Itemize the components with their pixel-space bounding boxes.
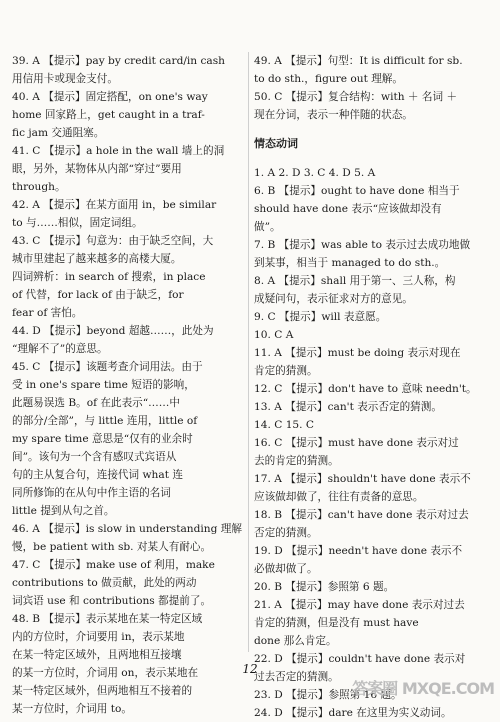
column-divider: [248, 52, 249, 652]
answer-line: 做”。: [254, 221, 281, 233]
answer-line: 同所修饰的在从句中作主语的名词: [12, 487, 171, 499]
answer-line: 四词辨析：in search of 搜索，in place: [12, 271, 206, 283]
answer-line: 40. A 【提示】固定搭配，on one's way: [12, 91, 208, 103]
answer-line: 24. D 【提示】dare 在这里为实义动词。: [254, 707, 452, 719]
answer-line: 19. D 【提示】needn't have done 表示不: [254, 545, 463, 557]
answer-line: 到某事，相当于 managed to do sth.。: [254, 257, 446, 269]
section-title: 情态动词: [254, 137, 298, 150]
answer-line: 某一特定区域外，但两地相互不接着的: [12, 685, 193, 697]
answer-line: 45. C 【提示】该题考查介词用法。由于: [12, 361, 203, 373]
answer-line: 的某一方位时，介词用 on，表示某地在: [12, 667, 199, 679]
answer-line: through。: [12, 181, 66, 193]
answer-line: 6. B 【提示】ought to have done 相当于: [254, 185, 460, 197]
answer-line: 12. C 【提示】don't have to 意味 needn't。: [254, 383, 477, 395]
answer-line: 42. A 【提示】在某方面用 in，be similar: [12, 199, 217, 211]
answer-line: 7. B 【提示】was able to 表示过去成功地做: [254, 239, 471, 251]
answer-line: 11. A 【提示】must be doing 表示对现在: [254, 347, 461, 359]
answer-line: 8. A 【提示】shall 用于第一、三人称，构: [254, 275, 456, 287]
answer-line: 39. A 【提示】pay by credit card/in cash: [12, 55, 226, 67]
answer-line: 眼，另外，某物体从内部“穿过”要用: [12, 163, 182, 175]
answer-line: 肯定的猜测。: [254, 365, 318, 377]
answer-line: 现在分词，表示一种伴随的状态。: [254, 109, 413, 121]
answer-line: 1. A 2. D 3. C 4. D 5. A: [254, 167, 376, 179]
answer-line: 句的主从复合句，连接代词 what 连: [12, 469, 183, 481]
answer-line: “理解不了”的意思。: [12, 343, 108, 355]
answer-line: 应该做却做了，往往有责备的意思。: [254, 491, 424, 503]
answer-line: 41. C 【提示】a hole in the wall 墙上的洞: [12, 145, 225, 157]
answer-line: 9. C 【提示】will 表意愿。: [254, 311, 387, 323]
answer-line: 16. C 【提示】must have done 表示对过: [254, 437, 459, 449]
answer-line: 43. C 【提示】句意为：由于缺乏空间，大: [12, 235, 214, 247]
answer-line: 44. D 【提示】beyond 超越……，此处为: [12, 325, 214, 337]
answer-line: 在某一特定区域外，且两地相互接壤: [12, 649, 182, 661]
answer-line: my spare time 意思是“仅有的业余时: [12, 433, 193, 445]
answer-line: 13. A 【提示】can't 表示否定的猜测。: [254, 401, 442, 413]
answer-line: fear of 害怕。: [12, 307, 83, 319]
answer-line: 间”。该句为一个含有感叹式宾语从: [12, 451, 177, 463]
answer-line: 14. C 15. C: [254, 419, 315, 431]
answer-line: 46. A 【提示】is slow in understanding 理解: [12, 523, 242, 535]
answer-line: 词宾语 use 和 contributions 都提前了。: [12, 595, 212, 607]
watermark-logo: 答案圈 MXQE.COM: [352, 679, 494, 698]
answer-line: 10. C A: [254, 329, 294, 341]
left-column: [12, 52, 244, 718]
answer-line: 22. D 【提示】couldn't have done 表示对: [254, 653, 466, 665]
answer-line: 慢，be patient with sb. 对某人有耐心。: [12, 541, 212, 553]
answer-line: home 回家路上，get caught in a traf-: [12, 109, 205, 121]
answer-line: 48. B 【提示】表示某地在某一特定区域: [12, 613, 203, 625]
answer-line: 去的肯定的猜测。: [254, 455, 339, 467]
answer-line: of 代替，for lack of 由于缺乏，for: [12, 289, 184, 301]
answer-line: 城市里建起了越来越多的高楼大厦。: [12, 253, 182, 265]
answer-line: 受 in one's spare time 短语的影响，: [12, 379, 195, 391]
answer-line: 21. A 【提示】may have done 表示对过去: [254, 599, 465, 611]
answer-line: to do sth.，figure out 理解。: [254, 73, 403, 85]
answer-line: 某一方位时，介词用 to。: [12, 703, 132, 715]
answer-line: contributions to 做贡献，此处的两动: [12, 577, 197, 589]
answer-line: 17. A 【提示】shouldn't have done 表示不: [254, 473, 471, 485]
answer-line: 50. C 【提示】复合结构：with ＋ 名词 ＋: [254, 91, 458, 103]
answer-line: 用信用卡或现金支付。: [12, 73, 118, 85]
answer-line: 过去否定的猜测。: [254, 671, 339, 683]
answer-line: 20. B 【提示】参照第 6 题。: [254, 581, 395, 593]
answer-line: 此题易误选 B。of 在此表示“……中: [12, 397, 180, 409]
page-number: 12: [242, 662, 258, 676]
answer-line: little 提到从句之首。: [12, 505, 115, 517]
answer-line: 23. D 【提示】参照第 16 题。: [254, 689, 402, 701]
answer-line: 肯定的猜测，但是没有 must have: [254, 617, 419, 629]
answer-line: 否定的猜测。: [254, 527, 318, 539]
answer-line: 必做却做了。: [254, 563, 318, 575]
right-column: [254, 52, 490, 722]
answer-line: 成疑问句，表示征求对方的意见。: [254, 293, 413, 305]
answer-line: 18. B 【提示】can't have done 表示对过去: [254, 509, 469, 521]
answer-line: 内的方位时，介词要用 in，表示某地: [12, 631, 185, 643]
answer-line: done 那么肯定。: [254, 635, 337, 647]
answer-line: fic jam 交通阻塞。: [12, 127, 105, 139]
answer-line: to 与……相似，固定词组。: [12, 217, 143, 229]
answer-line: 49. A 【提示】句型：It is difficult for sb.: [254, 55, 463, 67]
answer-line: should have done 表示“应该做却没有: [254, 203, 442, 215]
answer-line: 47. C 【提示】make use of 利用，make: [12, 559, 215, 571]
answer-line: 的部分/全部”，与 little 连用，little of: [12, 415, 198, 427]
